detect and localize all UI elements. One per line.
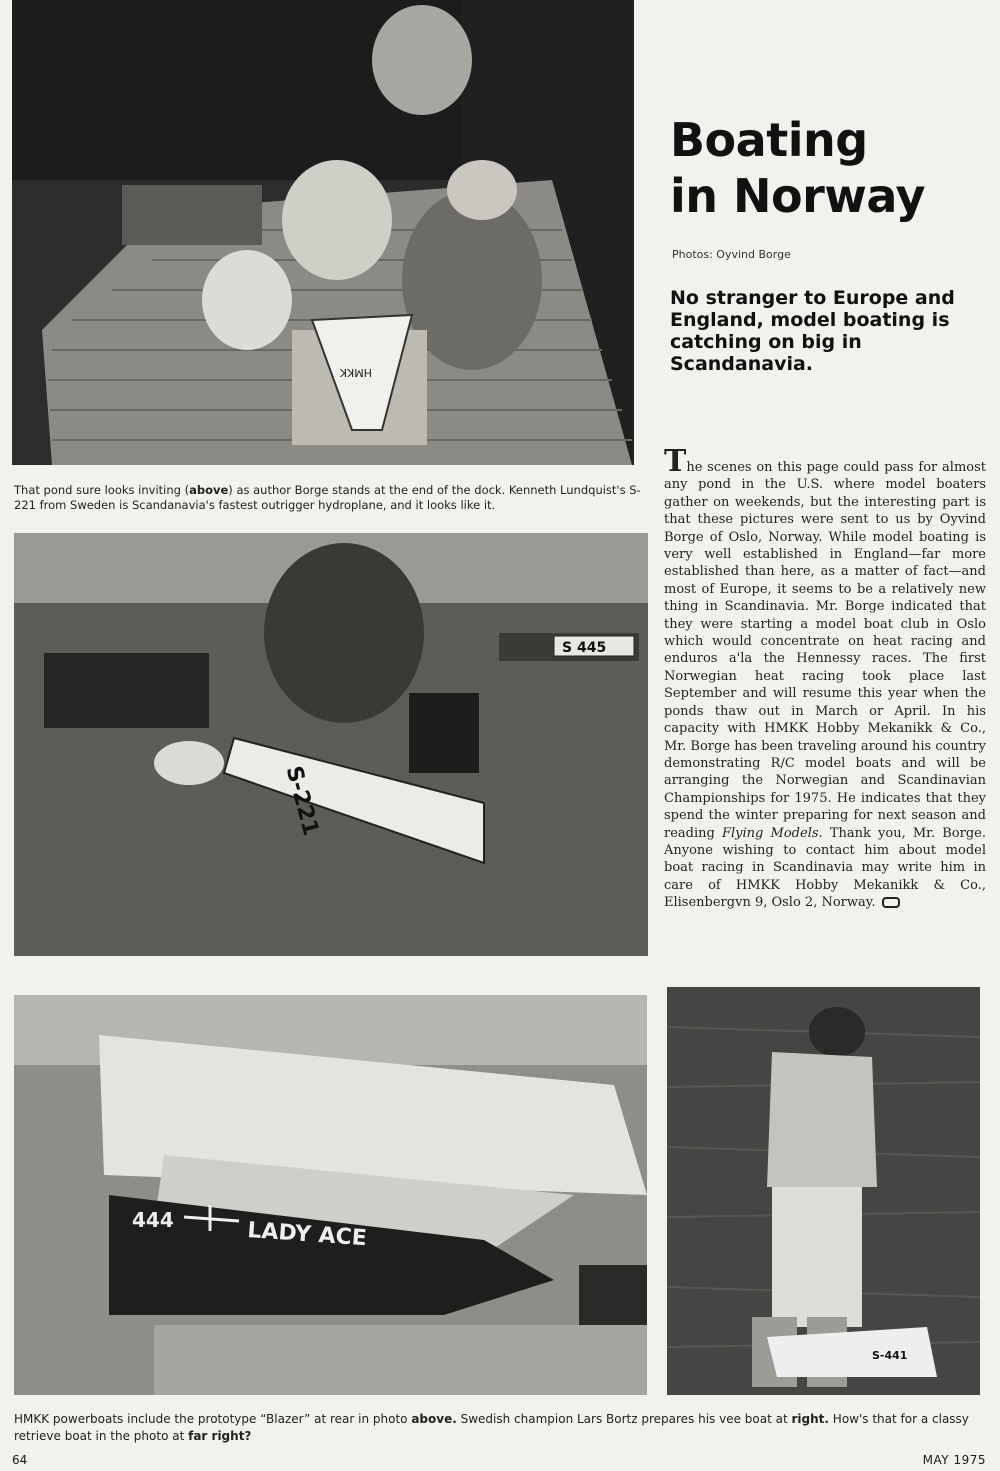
vee-name: LADY ACE [246,1218,368,1252]
top-photo-caption [14,483,644,513]
end-mark-icon [882,897,900,908]
dock-photo [12,0,634,465]
dock-boat-label: HMKK [339,366,372,379]
hydro-number: S-221 [280,763,324,839]
photo-credit: Photos: Oyvind Borge [672,248,791,261]
magazine-name: Flying Models [722,825,819,841]
page-number: 64 [12,1453,28,1467]
article-deck: No stranger to Europe and England, model boating is catching on big in Scandanavia. [670,287,955,375]
title-line-2: in Norway [670,169,925,223]
caption-emphasis: far right? [188,1429,252,1443]
caption-text: ) as author Borge stands at the end of the dock. Kenneth Lundquist's S-221 from Sweden is Scandanavia's fastest outrigger hydroplane, and it looks like it. [14,483,641,512]
caption-emphasis: above. [411,1412,457,1426]
caption-text: HMKK powerboats include the prototype “Blazer” at rear in photo [14,1412,412,1426]
issue-date: MAY 1975 [922,1453,986,1467]
caption-emphasis: right. [791,1412,829,1426]
body-text-end: . Thank you, Mr. Borge. Anyone wishing to contact him about model boat racing in Scandinavia may write him in care of HMKK Hobby Mekanikk & Co., Elisenbergvn 9, Oslo 2, Norway. [664,825,986,911]
wading-boat-number: S-441 [872,1349,908,1362]
article-title [670,112,990,224]
bottom-photo-caption [14,1411,989,1445]
drop-cap: T [664,444,687,479]
wading-photo [667,987,980,1395]
vee-boat-photo [14,995,647,1395]
vee-number: 444 [132,1208,174,1232]
caption-text: Swedish champion Lars Bortz prepares his vee boat at [456,1412,792,1426]
caption-text: How's that for a classy retrieve boat in the photo at [14,1412,969,1443]
caption-emphasis: above [189,483,229,497]
grass-boat-number: S 445 [562,640,607,656]
title-line-1: Boating [670,113,868,167]
caption-text: That pond sure looks inviting ( [14,483,190,497]
article-body [664,444,986,912]
hydroplane-photo [14,533,648,956]
body-text: he scenes on this page could pass for almost any pond in the U.S. where model boaters gather on weekends, but the interesting part is that these pictures were sent to us by Oyvind Borge of Oslo, Norway. While model boating is very well established in England—far more established than here, as a matter of fact—and most of Europe, it seems to be a relatively new thing in Scandinavia. Mr. Borge indicated that they were starting a model boat club in Oslo which would concentrate on heat racing and enduros a'la the Hennessy races. The first Norwegian heat racing took place last September and will resume this year when the ponds thaw out in March or April. In his capacity with HMKK Hobby Mekanikk & Co., Mr. Borge has been traveling around his country demonstrating R/C model boats and will be arranging the Norwegian and Scandinavian Championships for 1975. He indicates that they spend the winter preparing for next season and reading [664,460,986,841]
